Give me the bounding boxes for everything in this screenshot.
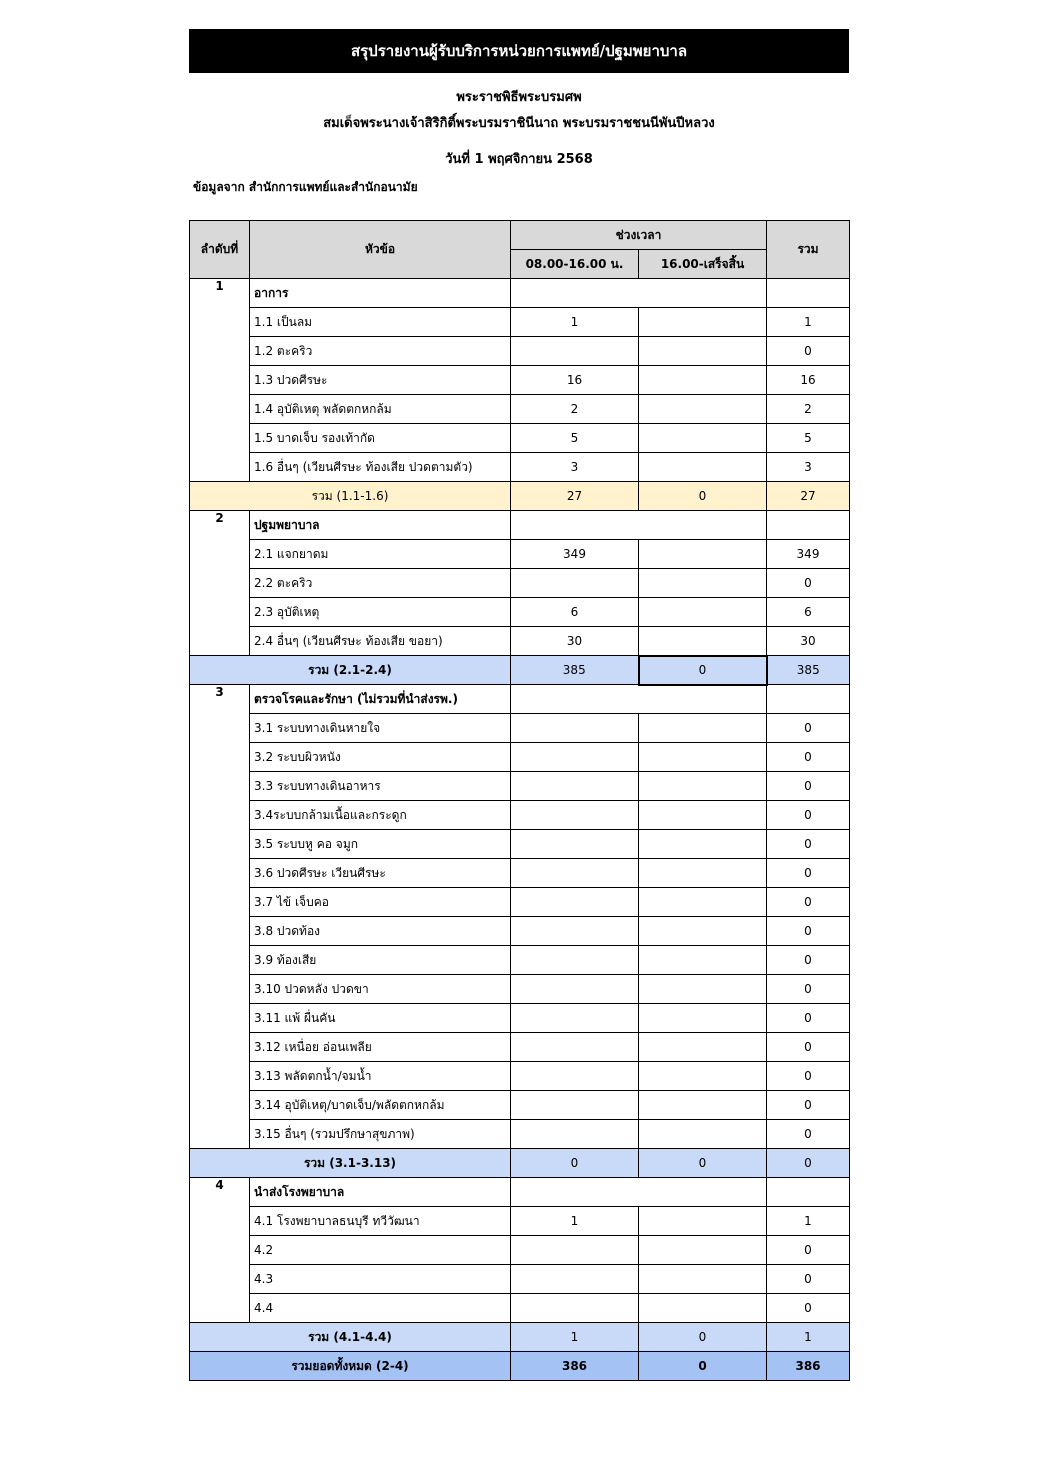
evening-count <box>639 1207 767 1236</box>
period-cell <box>511 1178 767 1207</box>
table-row <box>190 1236 850 1265</box>
header-period: ช่วงเวลา <box>511 221 767 250</box>
day-count <box>511 859 639 888</box>
row-total: 0 <box>767 1004 850 1033</box>
evening-count <box>639 424 767 453</box>
evening-count <box>639 395 767 424</box>
subtotal-evening: 0 <box>639 656 767 685</box>
row-total: 0 <box>767 801 850 830</box>
row-total: 0 <box>767 1236 850 1265</box>
day-count <box>511 337 639 366</box>
report-banner-title: สรุปรายงานผู้รับบริการหน่วยการแพทย์/ปฐมพยาบาล <box>189 29 849 73</box>
evening-count <box>639 1062 767 1091</box>
row-label: 4.2 <box>250 1236 511 1265</box>
row-total: 30 <box>767 627 850 656</box>
table-row <box>190 975 850 1004</box>
evening-count <box>639 1091 767 1120</box>
table-row <box>190 1294 850 1323</box>
section-row <box>190 1178 850 1207</box>
evening-count <box>639 1004 767 1033</box>
row-label: 3.10 ปวดหลัง ปวดขา <box>250 975 511 1004</box>
evening-count <box>639 1265 767 1294</box>
evening-count <box>639 830 767 859</box>
row-total: 6 <box>767 598 850 627</box>
evening-count <box>639 627 767 656</box>
subtotal-label: รวม (4.1-4.4) <box>190 1323 511 1352</box>
evening-count <box>639 946 767 975</box>
row-label: 2.1 แจกยาดม <box>250 540 511 569</box>
data-source: ข้อมูลจาก สำนักการแพทย์และสำนักอนามัย <box>193 180 418 194</box>
grand-total-sum: 386 <box>767 1352 850 1381</box>
day-count <box>511 714 639 743</box>
row-total: 0 <box>767 1062 850 1091</box>
day-count <box>511 743 639 772</box>
row-total: 1 <box>767 1207 850 1236</box>
row-label: 3.8 ปวดท้อง <box>250 917 511 946</box>
table-row <box>190 424 850 453</box>
total-cell <box>767 1178 850 1207</box>
day-count <box>511 1294 639 1323</box>
subtotal-label: รวม (3.1-3.13) <box>190 1149 511 1178</box>
evening-count <box>639 540 767 569</box>
table-row <box>190 743 850 772</box>
total-cell <box>767 279 850 308</box>
table-row <box>190 540 850 569</box>
table-row <box>190 569 850 598</box>
subtotal-day: 1 <box>511 1323 639 1352</box>
table-row <box>190 1120 850 1149</box>
table-row <box>190 1033 850 1062</box>
evening-count <box>639 453 767 482</box>
grand-total-evening: 0 <box>639 1352 767 1381</box>
row-label: 3.4ระบบกล้ามเนื้อและกระดูก <box>250 801 511 830</box>
row-label: 3.2 ระบบผิวหนัง <box>250 743 511 772</box>
day-count: 2 <box>511 395 639 424</box>
row-total: 0 <box>767 975 850 1004</box>
subtotal-total: 27 <box>767 482 850 511</box>
row-total: 16 <box>767 366 850 395</box>
table-row <box>190 888 850 917</box>
row-total: 1 <box>767 308 850 337</box>
row-label: 2.3 อุบัติเหตุ <box>250 598 511 627</box>
header-no: ลำดับที่ <box>190 221 250 279</box>
table-row <box>190 830 850 859</box>
evening-count <box>639 859 767 888</box>
row-label: 1.4 อุบัติเหตุ พลัดตกหกล้ม <box>250 395 511 424</box>
report-table <box>189 220 850 1381</box>
row-label: 3.9 ท้องเสีย <box>250 946 511 975</box>
table-row <box>190 859 850 888</box>
row-total: 0 <box>767 714 850 743</box>
table-row <box>190 395 850 424</box>
day-count <box>511 830 639 859</box>
subtotal-evening: 0 <box>639 1149 767 1178</box>
day-count: 3 <box>511 453 639 482</box>
evening-count <box>639 1033 767 1062</box>
row-label: 3.7 ไข้ เจ็บคอ <box>250 888 511 917</box>
row-total: 0 <box>767 946 850 975</box>
section-title: อาการ <box>250 279 511 308</box>
subtotal-label: รวม (1.1-1.6) <box>190 482 511 511</box>
subtotal-total: 0 <box>767 1149 850 1178</box>
total-cell <box>767 685 850 714</box>
period-cell <box>511 279 767 308</box>
row-label: 4.4 <box>250 1294 511 1323</box>
header-total: รวม <box>767 221 850 279</box>
row-label: 3.12 เหนื่อย อ่อนเพลีย <box>250 1033 511 1062</box>
table-row <box>190 308 850 337</box>
row-total: 0 <box>767 772 850 801</box>
row-label: 3.14 อุบัติเหตุ/บาดเจ็บ/พลัดตกหกล้ม <box>250 1091 511 1120</box>
day-count <box>511 1236 639 1265</box>
section-number: 4 <box>190 1178 250 1323</box>
row-total: 0 <box>767 888 850 917</box>
subtotal-total: 385 <box>767 656 850 685</box>
row-total: 0 <box>767 1265 850 1294</box>
day-count: 1 <box>511 1207 639 1236</box>
subtotal-row <box>190 1323 850 1352</box>
day-count <box>511 1004 639 1033</box>
day-count: 5 <box>511 424 639 453</box>
subtotal-row <box>190 482 850 511</box>
day-count: 1 <box>511 308 639 337</box>
row-total: 5 <box>767 424 850 453</box>
table-row <box>190 801 850 830</box>
row-label: 1.1 เป็นลม <box>250 308 511 337</box>
evening-count <box>639 714 767 743</box>
row-label: 3.15 อื่นๆ (รวมปรึกษาสุขภาพ) <box>250 1120 511 1149</box>
subtotal-day: 27 <box>511 482 639 511</box>
table-row <box>190 598 850 627</box>
row-label: 3.6 ปวดศีรษะ เวียนศีรษะ <box>250 859 511 888</box>
table-row <box>190 714 850 743</box>
section-title: ตรวจโรคและรักษา (ไม่รวมที่นำส่งรพ.) <box>250 685 511 714</box>
section-row <box>190 279 850 308</box>
ceremony-subtitle: สมเด็จพระนางเจ้าสิริกิติ์พระบรมราชินีนาถ พระบรมราชชนนีพันปีหลวง <box>323 116 715 131</box>
row-label: 3.13 พลัดตกน้ำ/จมน้ำ <box>250 1062 511 1091</box>
row-total: 0 <box>767 569 850 598</box>
row-total: 0 <box>767 743 850 772</box>
day-count: 349 <box>511 540 639 569</box>
row-total: 2 <box>767 395 850 424</box>
row-label: 3.1 ระบบทางเดินหายใจ <box>250 714 511 743</box>
row-total: 0 <box>767 1120 850 1149</box>
row-label: 1.2 ตะคริว <box>250 337 511 366</box>
table-row <box>190 627 850 656</box>
day-count <box>511 917 639 946</box>
row-total: 0 <box>767 1033 850 1062</box>
evening-count <box>639 975 767 1004</box>
day-count <box>511 946 639 975</box>
day-count <box>511 1091 639 1120</box>
day-count <box>511 1120 639 1149</box>
table-row <box>190 946 850 975</box>
subtotal-total: 1 <box>767 1323 850 1352</box>
row-label: 1.3 ปวดศีรษะ <box>250 366 511 395</box>
row-total: 0 <box>767 830 850 859</box>
subtotal-day: 0 <box>511 1149 639 1178</box>
evening-count <box>639 801 767 830</box>
evening-count <box>639 308 767 337</box>
evening-count <box>639 1236 767 1265</box>
subtotal-day: 385 <box>511 656 639 685</box>
row-total: 0 <box>767 337 850 366</box>
row-total: 0 <box>767 1294 850 1323</box>
row-total: 0 <box>767 1091 850 1120</box>
day-count: 16 <box>511 366 639 395</box>
table-row <box>190 1265 850 1294</box>
report-date: วันที่ 1 พฤศจิกายน 2568 <box>445 152 593 167</box>
day-count <box>511 1033 639 1062</box>
row-total: 3 <box>767 453 850 482</box>
evening-count <box>639 1120 767 1149</box>
subtotal-row <box>190 1149 850 1178</box>
evening-count <box>639 743 767 772</box>
row-label: 3.3 ระบบทางเดินอาหาร <box>250 772 511 801</box>
section-title: นำส่งโรงพยาบาล <box>250 1178 511 1207</box>
header-period-evening: 16.00-เสร็จสิ้น <box>639 250 767 279</box>
grand-total-label: รวมยอดทั้งหมด (2-4) <box>190 1352 511 1381</box>
day-count <box>511 888 639 917</box>
section-title: ปฐมพยาบาล <box>250 511 511 540</box>
day-count <box>511 569 639 598</box>
row-total: 0 <box>767 859 850 888</box>
table-row <box>190 337 850 366</box>
header-topic: หัวข้อ <box>250 221 511 279</box>
subtotal-evening: 0 <box>639 1323 767 1352</box>
table-row <box>190 366 850 395</box>
day-count <box>511 1265 639 1294</box>
subtotal-label: รวม (2.1-2.4) <box>190 656 511 685</box>
row-label: 3.11 แพ้ ผื่นคัน <box>250 1004 511 1033</box>
grand-total-row <box>190 1352 850 1381</box>
day-count: 30 <box>511 627 639 656</box>
row-label: 1.6 อื่นๆ (เวียนศีรษะ ท้องเสีย ปวดตามตัว) <box>250 453 511 482</box>
period-cell <box>511 511 767 540</box>
section-number: 2 <box>190 511 250 656</box>
day-count <box>511 772 639 801</box>
table-row <box>190 1091 850 1120</box>
evening-count <box>639 337 767 366</box>
table-row <box>190 1062 850 1091</box>
subtotal-evening: 0 <box>639 482 767 511</box>
grand-total-day: 386 <box>511 1352 639 1381</box>
row-label: 2.4 อื่นๆ (เวียนศีรษะ ท้องเสีย ขอยา) <box>250 627 511 656</box>
day-count <box>511 975 639 1004</box>
evening-count <box>639 598 767 627</box>
evening-count <box>639 569 767 598</box>
evening-count <box>639 888 767 917</box>
total-cell <box>767 511 850 540</box>
evening-count <box>639 1294 767 1323</box>
table-row <box>190 1004 850 1033</box>
evening-count <box>639 366 767 395</box>
period-cell <box>511 685 767 714</box>
table-row <box>190 772 850 801</box>
header-period-day: 08.00-16.00 น. <box>511 250 639 279</box>
day-count: 6 <box>511 598 639 627</box>
ceremony-title: พระราชพิธีพระบรมศพ <box>456 90 582 105</box>
row-total: 349 <box>767 540 850 569</box>
row-total: 0 <box>767 917 850 946</box>
row-label: 1.5 บาดเจ็บ รองเท้ากัด <box>250 424 511 453</box>
day-count <box>511 1062 639 1091</box>
row-label: 4.1 โรงพยาบาลธนบุรี ทวีวัฒนา <box>250 1207 511 1236</box>
row-label: 4.3 <box>250 1265 511 1294</box>
table-row <box>190 453 850 482</box>
evening-count <box>639 917 767 946</box>
section-row <box>190 685 850 714</box>
row-label: 3.5 ระบบหู คอ จมูก <box>250 830 511 859</box>
row-label: 2.2 ตะคริว <box>250 569 511 598</box>
evening-count <box>639 772 767 801</box>
section-number: 3 <box>190 685 250 1149</box>
table-row <box>190 1207 850 1236</box>
subtotal-row <box>190 656 850 685</box>
day-count <box>511 801 639 830</box>
section-row <box>190 511 850 540</box>
section-number: 1 <box>190 279 250 482</box>
table-row <box>190 917 850 946</box>
